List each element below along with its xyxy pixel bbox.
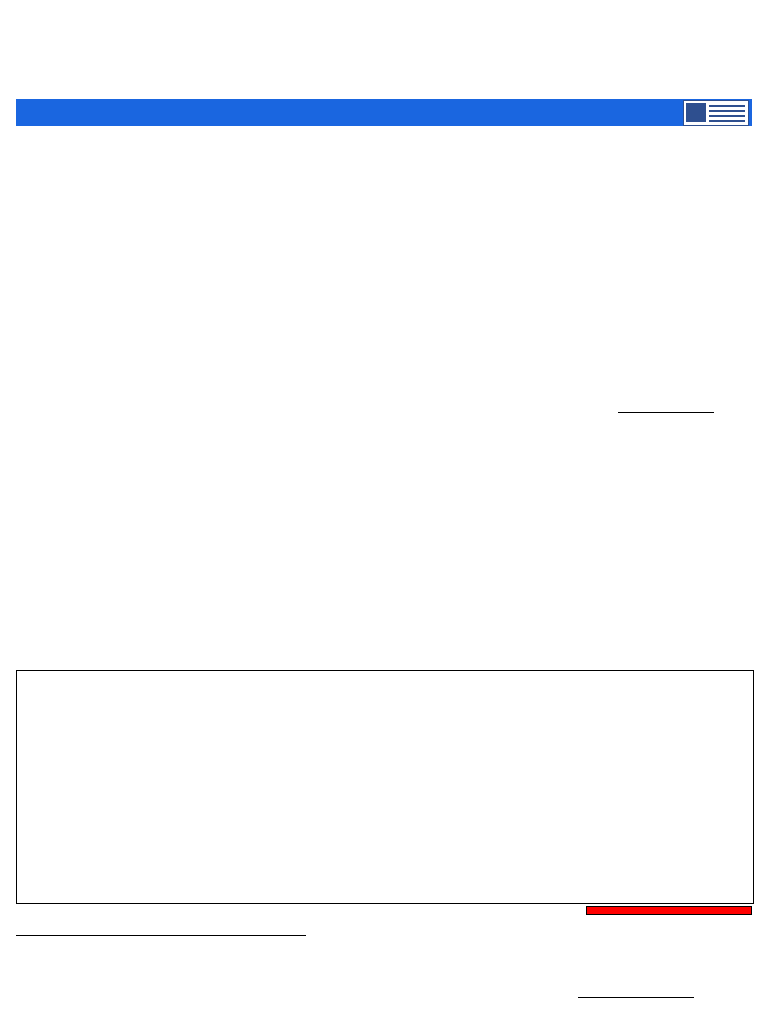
resumo-table <box>586 906 752 915</box>
dnit-logo <box>683 100 749 126</box>
tabela-col-calc <box>92 933 306 936</box>
tabela-dnit <box>16 933 306 936</box>
signature-bottom <box>578 997 694 1000</box>
dnit-logo-mark <box>686 103 706 122</box>
chart-panel <box>16 670 754 904</box>
gradation-chart <box>17 671 753 903</box>
resumo-header <box>587 907 752 915</box>
signature-top <box>618 412 714 417</box>
tabela-col-constante <box>16 933 92 936</box>
summary-title-bar <box>16 99 752 126</box>
